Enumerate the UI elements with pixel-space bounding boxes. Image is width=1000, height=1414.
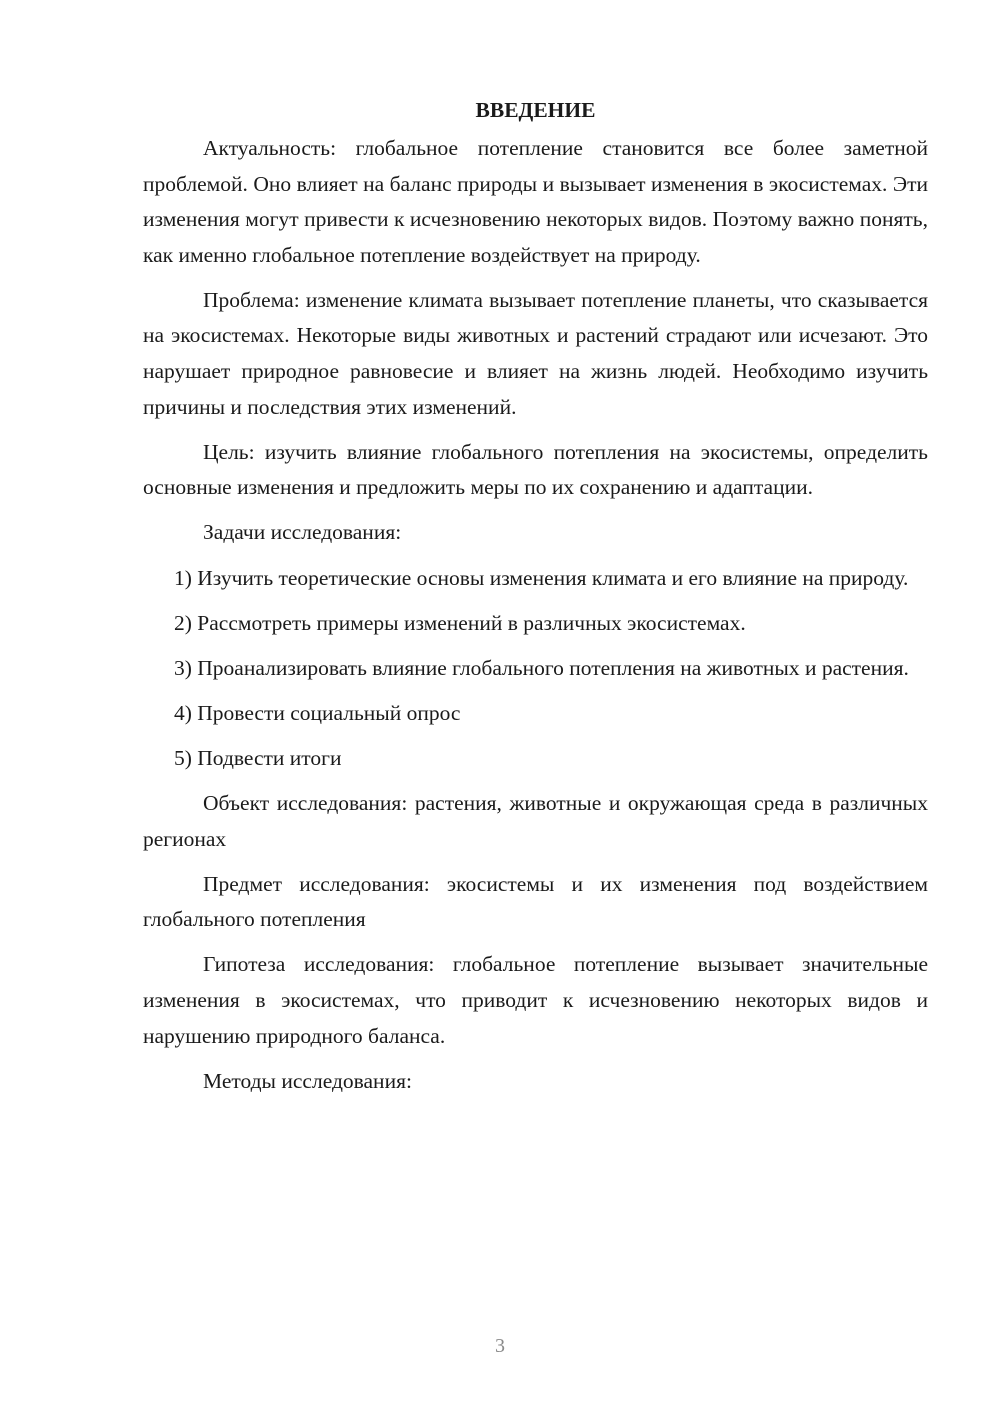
page-number: 3 (495, 1335, 505, 1357)
goal-paragraph: Цель: изучить влияние глобального потепления на экосистемы, определить основные изменения и предложить меры по их сохранению и адаптации. (143, 439, 928, 500)
task-item: 4) Провести социальный опрос (174, 700, 461, 725)
methods-heading: Методы исследования: (203, 1068, 412, 1093)
section-title: ВВЕДЕНИЕ (475, 98, 596, 122)
tasks-heading: Задачи исследования: (203, 520, 402, 545)
task-item: 3) Проанализировать влияние глобального потепления на животных и растения. (174, 655, 909, 680)
relevance-paragraph: Актуальность: глобальное потепление становится все более заметной проблемой. Оно влияет на баланс природы и вызывает изменения в экосистемах. Эти изменения могут привести к исчезновению некоторых видов. Поэтому важно понять, как именно глобальное потепление воздействует на природу. (143, 136, 928, 267)
hypothesis-paragraph: Гипотеза исследования: глобальное потепление вызывает значительные изменения в экосистемах, что приводит к исчезновению некоторых видов и нарушению природного баланса. (143, 952, 928, 1048)
task-item: 2) Рассмотреть примеры изменений в различных экосистемах. (174, 610, 746, 635)
object-paragraph: Объект исследования: растения, животные и окружающая среда в различных регионах (143, 791, 928, 851)
task-item: 5) Подвести итоги (174, 745, 342, 770)
document-page (143, 92, 928, 1109)
subject-paragraph: Предмет исследования: экосистемы и их изменения под воздействием глобального потепления (143, 871, 928, 932)
problem-paragraph: Проблема: изменение климата вызывает потепление планеты, что сказывается на экосистемах. Некоторые виды животных и растений страдают или исчезают. Это нарушает природное равновесие и влияет на жизнь людей. Необходимо изучить причины и последствия этих изменений. (143, 287, 928, 419)
task-item: 1) Изучить теоретические основы изменения климата и его влияние на природу. (174, 565, 909, 590)
